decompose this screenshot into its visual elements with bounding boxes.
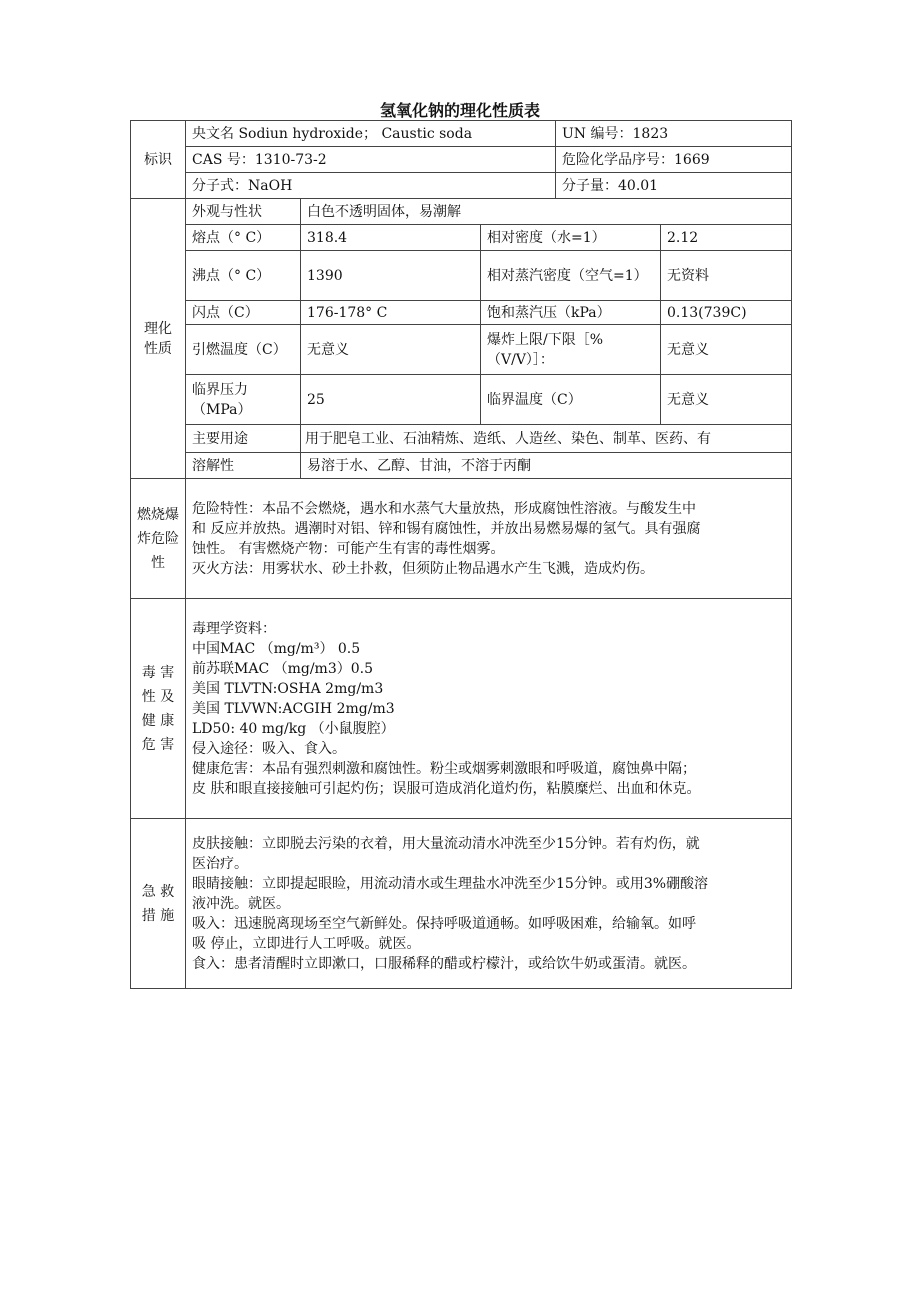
text-line: 医治疗。	[192, 855, 248, 872]
category-label: 性质	[144, 340, 172, 357]
vapor-pressure-label: 饱和蒸汽压（kPa）	[481, 301, 661, 325]
text-line: 毒理学资料：	[192, 620, 276, 637]
category-first-aid	[131, 819, 186, 989]
text-line: 吸 停止，立即进行人工呼吸。就医。	[192, 935, 421, 952]
table-row	[131, 147, 792, 173]
category-fire-hazard	[131, 479, 186, 599]
critical-pressure-label: 临界压力 （MPa）	[186, 375, 301, 425]
table-row	[131, 225, 792, 251]
table-row	[131, 599, 792, 819]
category-label: 炸危险	[137, 530, 179, 547]
ignition-temp-label: 引燃温度（C）	[186, 325, 301, 375]
table-row	[131, 251, 792, 301]
critical-temp-value: 无意义	[661, 375, 792, 425]
relative-density-label: 相对密度（水=1）	[481, 225, 661, 251]
solubility-label: 溶解性	[186, 453, 301, 479]
table-row	[131, 479, 792, 599]
text-line: 前苏联MAC （mg/m3）0.5	[192, 660, 374, 677]
appearance-value: 白色不透明固体，易潮解	[301, 199, 792, 225]
category-label: 性 及	[141, 688, 175, 705]
property-table	[130, 120, 792, 989]
table-row	[131, 173, 792, 199]
hazard-catalog-cell: 危险化学品序号：1669	[556, 147, 792, 173]
text-line: 皮肤接触：立即脱去污染的衣着，用大量流动清水冲洗至少15分钟。若有灼伤，就	[192, 835, 700, 852]
category-label: 急 救	[141, 883, 175, 900]
solubility-value: 易溶于水、乙醇、甘油，不溶于丙酮	[301, 453, 792, 479]
vapor-density-label: 相对蒸汽密度（空气=1）	[481, 251, 661, 301]
text-line: 健康危害：本品有强烈刺激和腐蚀性。粉尘或烟雾刺激眼和呼吸道，腐蚀鼻中隔；	[192, 760, 696, 777]
text-line: 中国MAC （mg/m³） 0.5	[192, 640, 361, 657]
usage-label: 主要用途	[186, 425, 301, 453]
text-line: 眼睛接触：立即提起眼睑，用流动清水或生理盐水冲洗至少15分钟。或用3%硼酸溶	[192, 875, 709, 892]
cas-cell: CAS 号：1310-73-2	[186, 147, 556, 173]
text-line: 美国 TLVTN:OSHA 2mg/m3	[192, 680, 384, 697]
chinese-name-cell: 央文名 Sodiun hydroxide； Caustic soda	[186, 121, 556, 147]
category-toxicity	[131, 599, 186, 819]
category-label: 措 施	[141, 907, 175, 924]
text-line: 美国 TLVWN:ACGIH 2mg/m3	[192, 700, 395, 717]
table-row	[131, 301, 792, 325]
molecular-weight-cell: 分子量：40.01	[556, 173, 792, 199]
flash-point-label: 闪点（C）	[186, 301, 301, 325]
relative-density-value: 2.12	[661, 225, 792, 251]
text-line: 危险特性：本品不会燃烧，遇水和水蒸气大量放热，形成腐蚀性溶液。与酸发生中	[192, 500, 696, 517]
un-number-cell: UN 编号：1823	[556, 121, 792, 147]
boiling-point-label: 沸点（° C）	[186, 251, 301, 301]
text-line: 灭火方法：用雾状水、砂土扑救，但须防止物品遇水产生飞溅，造成灼伤。	[192, 560, 654, 577]
boiling-point-value: 1390	[301, 251, 481, 301]
page-title: 氢氧化钠的理化性质表	[379, 101, 540, 120]
flash-point-value: 176-178° C	[301, 301, 481, 325]
fire-hazard-content	[186, 479, 792, 599]
text-line: 皮 肤和眼直接接触可引起灼伤；误服可造成消化道灼伤，粘膜糜烂、出血和休克。	[192, 780, 701, 797]
table-row	[131, 425, 792, 453]
critical-pressure-value: 25	[301, 375, 481, 425]
vapor-density-value: 无资料	[661, 251, 792, 301]
text-line: 和 反应并放热。遇潮时对铝、锌和锡有腐蚀性，并放出易燃易爆的氢气。具有强腐	[192, 520, 701, 537]
first-aid-content	[186, 819, 792, 989]
text-line: 侵入途径：吸入、食入。	[192, 740, 346, 757]
table-row	[131, 375, 792, 425]
toxicity-content	[186, 599, 792, 819]
text-line: 蚀性。 有害燃烧产物：可能产生有害的毒性烟雾。	[192, 540, 505, 557]
category-identification: 标识	[131, 121, 186, 199]
text-line: 食入：患者清醒时立即漱口，口服稀释的醋或柠檬汁，或给饮牛奶或蛋清。就医。	[192, 955, 696, 972]
text-line: 吸入：迅速脱离现场至空气新鲜处。保持呼吸道通畅。如呼吸困难，给输氧。如呼	[192, 915, 696, 932]
category-properties	[131, 199, 186, 479]
critical-temp-label: 临界温度（C）	[481, 375, 661, 425]
usage-value: 用于肥皂工业、石油精炼、造纸、人造丝、染色、制革、医药、有	[301, 425, 792, 453]
explosion-limit-value: 无意义	[661, 325, 792, 375]
table-row	[131, 199, 792, 225]
table-row	[131, 121, 792, 147]
text-line: LD50: 40 mg/kg （小鼠腹腔）	[192, 720, 395, 737]
category-label: 燃烧爆	[137, 506, 179, 523]
formula-cell: 分子式：NaOH	[186, 173, 556, 199]
category-label: 性	[151, 554, 165, 571]
table-row	[131, 325, 792, 375]
appearance-label: 外观与性状	[186, 199, 301, 225]
explosion-limit-label: 爆炸上限/下限［%（V/V）］：	[481, 325, 661, 375]
ignition-temp-value: 无意义	[301, 325, 481, 375]
table-row	[131, 453, 792, 479]
category-label: 毒 害	[141, 664, 175, 681]
category-label: 健 康	[141, 712, 175, 729]
text-line: 液冲洗。就医。	[192, 895, 290, 912]
melting-point-value: 318.4	[301, 225, 481, 251]
table-row	[131, 819, 792, 989]
category-label: 危 害	[141, 736, 175, 753]
category-label: 理化	[144, 320, 172, 337]
vapor-pressure-value: 0.13(739C)	[661, 301, 792, 325]
melting-point-label: 熔点（° C）	[186, 225, 301, 251]
